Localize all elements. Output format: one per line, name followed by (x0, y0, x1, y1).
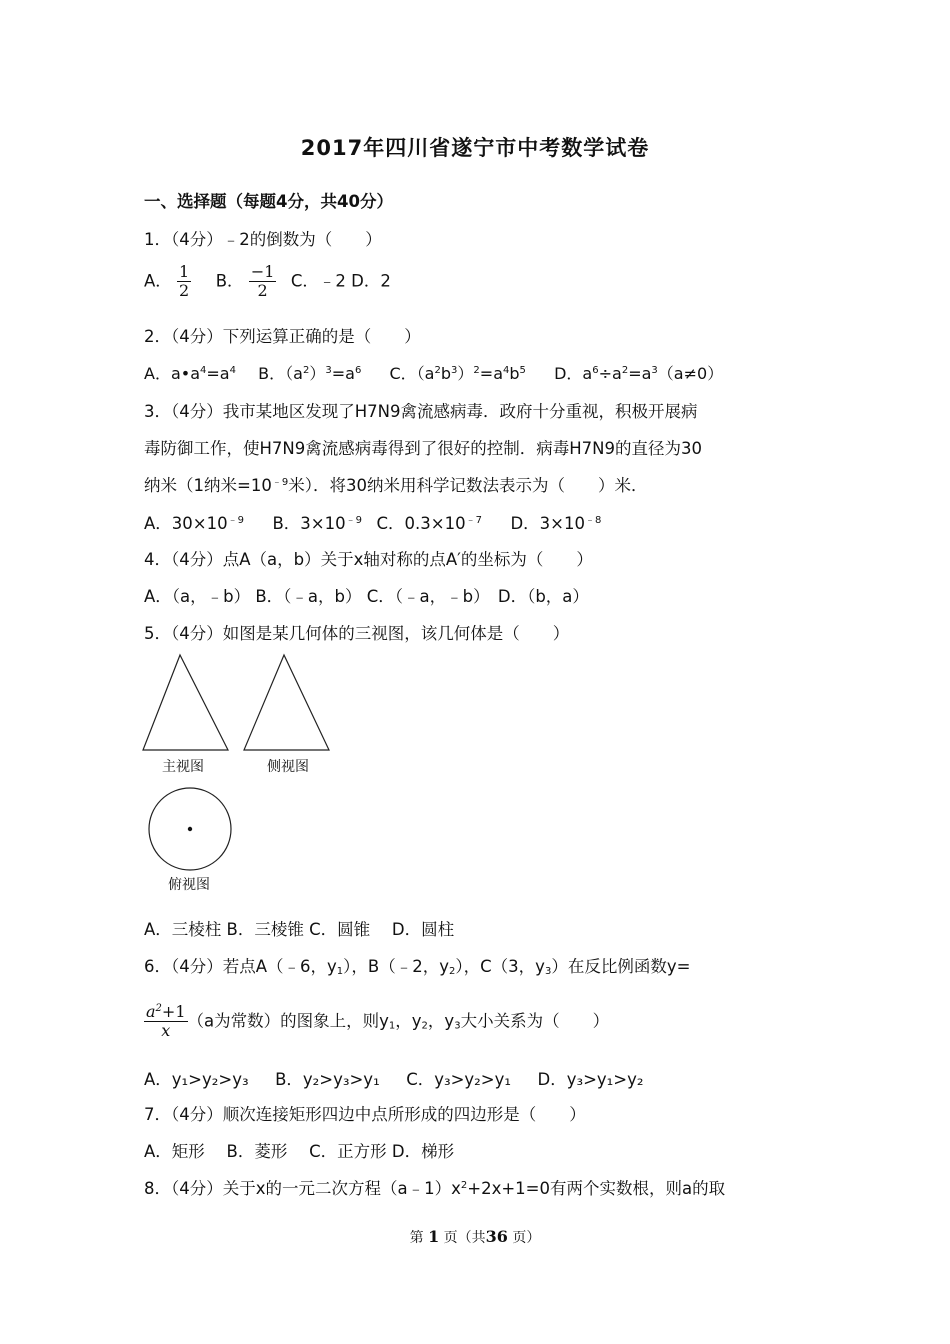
text-part: ，y (395, 1011, 422, 1031)
subscript: 2 (421, 1020, 428, 1032)
option-c-part: =a (479, 364, 503, 383)
subscript: 2 (449, 966, 456, 977)
question-4-stem: 4．（4分）点A（a，b）关于x轴对称的点A′的坐标为（ ） (144, 550, 593, 569)
text-part: 大小关系为（ ） (460, 1011, 610, 1031)
question-6-line-1 (144, 953, 690, 977)
option-c: C．（a (389, 364, 435, 383)
question-7-stem: 7．（4分）顺次连接矩形四边中点所形成的四边形是（ ） (144, 1105, 586, 1124)
options-c-d: C．﹣2 D．2 (290, 271, 391, 291)
question-8-stem (144, 1175, 725, 1199)
exponent: 4 (229, 365, 236, 376)
option-c: C．0.3×10 (376, 514, 466, 533)
question-3-line-1: 3．（4分）我市某地区发现了H7N9禽流感病毒．政府十分重视，积极开展病 (144, 402, 698, 421)
question-4-options: A．（a，﹣b） B．（﹣a，b） C．（﹣a，﹣b） D．（b，a） (144, 587, 589, 606)
text-part: ，y (427, 1011, 455, 1031)
total-pages: 36 (485, 1227, 508, 1246)
exponent: 6 (354, 365, 362, 376)
fraction-neg-one-half (249, 263, 277, 301)
text-part: ），B（﹣2，y (343, 957, 450, 976)
option-c: C．y₃>y₂>y₁ (406, 1070, 511, 1089)
option-d-part: =a (628, 364, 652, 383)
exponent: ﹣9 (227, 515, 244, 526)
exponent: 5 (519, 365, 526, 376)
option-c-part: b (509, 364, 520, 383)
option-c-part: ） (457, 364, 474, 383)
top-view-label: 俯视图 (168, 877, 210, 893)
exponent: 4 (503, 365, 510, 376)
option-c-part: b (440, 364, 452, 383)
option-a: A．a•a (144, 364, 200, 383)
text-part: 8．（4分）关于x的一元二次方程（a﹣1）x (144, 1179, 461, 1198)
fraction-denominator: 2 (257, 281, 268, 301)
top-view-center-dot (188, 827, 192, 831)
fraction-numerator (144, 1003, 188, 1022)
text-part: ）在反比例函数y= (551, 957, 691, 976)
question-1-stem: 1．（4分）﹣2的倒数为（ ） (144, 230, 382, 249)
question-5-options: A．三棱柱 B．三棱锥 C．圆锥 D．圆柱 (144, 920, 455, 939)
fraction-denominator: 2 (179, 281, 190, 301)
question-2-options (144, 361, 723, 384)
option-d: D．y₃>y₁>y₂ (537, 1070, 644, 1089)
front-view-triangle (143, 655, 228, 750)
exponent: ﹣9 (345, 515, 362, 526)
section-heading: 一、选择题（每题4分，共40分） (144, 192, 393, 211)
question-6-line-2 (144, 1003, 609, 1041)
option-b-part: ） (309, 364, 326, 383)
option-b-part: =a (331, 364, 355, 383)
exponent: 2 (621, 365, 629, 376)
text-part: +2x+1=0有两个实数根，则a的取 (467, 1179, 726, 1198)
three-view-figure (140, 650, 340, 900)
subscript: 3 (544, 966, 552, 977)
question-6-options (144, 1066, 644, 1090)
footer-text: 页（共 (443, 1230, 486, 1246)
subscript: 1 (336, 966, 344, 977)
text-part: （a为常数）的图象上，则y (187, 1011, 389, 1031)
question-1-options (144, 263, 391, 301)
page-footer (0, 1227, 950, 1247)
option-a: A．30×10 (144, 514, 228, 533)
subscript: 3 (454, 1020, 461, 1032)
side-view-triangle (244, 655, 329, 750)
exponent: 3 (651, 365, 658, 376)
text-part: 米）．将30纳米用科学记数法表示为（ ）米． (288, 476, 648, 495)
question-3-line-3 (144, 472, 647, 496)
exponent: ﹣8 (585, 515, 602, 526)
exponent: ﹣9 (271, 477, 289, 488)
question-2-stem: 2．（4分）下列运算正确的是（ ） (144, 327, 421, 346)
footer-text: 页） (512, 1230, 541, 1246)
numerator-rest: +1 (161, 1002, 186, 1021)
exponent: 2 (460, 1180, 468, 1191)
exponent: 6 (592, 365, 599, 376)
option-b: B．（a (258, 364, 303, 383)
text-part: ），C（3，y (455, 957, 545, 976)
exponent: 3 (325, 365, 332, 376)
question-3-options (144, 510, 601, 534)
option-d-part: （a≠0） (657, 364, 724, 383)
subscript: 1 (388, 1020, 396, 1032)
option-b-label: B． (215, 271, 244, 291)
option-d: D．3×10 (510, 514, 585, 533)
option-a-part: =a (206, 364, 230, 383)
option-b: B．y₂>y₃>y₁ (275, 1070, 380, 1089)
option-a-label: A． (144, 271, 172, 291)
exponent: 4 (200, 365, 207, 376)
side-view-label: 侧视图 (267, 759, 309, 775)
option-b: B．3×10 (272, 514, 346, 533)
page-title: 2017年四川省遂宁市中考数学试卷 (300, 136, 650, 160)
fraction-denominator: x (161, 1021, 171, 1041)
fraction-one-half (177, 263, 191, 301)
exponent: 2 (434, 365, 441, 376)
exponent: ﹣7 (465, 515, 482, 526)
footer-text: 第 (409, 1230, 424, 1246)
fraction-a-squared-plus-one-over-x (144, 1003, 188, 1041)
option-d-part: ÷a (598, 364, 622, 383)
front-view-label: 主视图 (162, 759, 204, 775)
page-number: 1 (428, 1227, 440, 1246)
exponent: 3 (451, 365, 458, 376)
question-3-line-2: 毒防御工作，使H7N9禽流感病毒得到了很好的控制．病毒H7N9的直径为30 (144, 439, 702, 458)
exponent: 2 (155, 1003, 162, 1014)
fraction-numerator: 1 (179, 262, 190, 281)
option-d: D．a (554, 364, 593, 383)
question-5-stem: 5．（4分）如图是某几何体的三视图，该几何体是（ ） (144, 624, 570, 643)
question-7-options: A．矩形 B．菱形 C．正方形 D．梯形 (144, 1142, 455, 1161)
option-a: A．y₁>y₂>y₃ (144, 1070, 249, 1089)
text-part: 6．（4分）若点A（﹣6，y (144, 957, 337, 976)
exponent: 2 (302, 365, 310, 376)
exponent: 2 (473, 365, 480, 376)
text-part: 纳米（1纳米=10 (144, 476, 272, 495)
numerator-var: a (146, 1002, 156, 1021)
fraction-numerator: −1 (250, 262, 275, 281)
